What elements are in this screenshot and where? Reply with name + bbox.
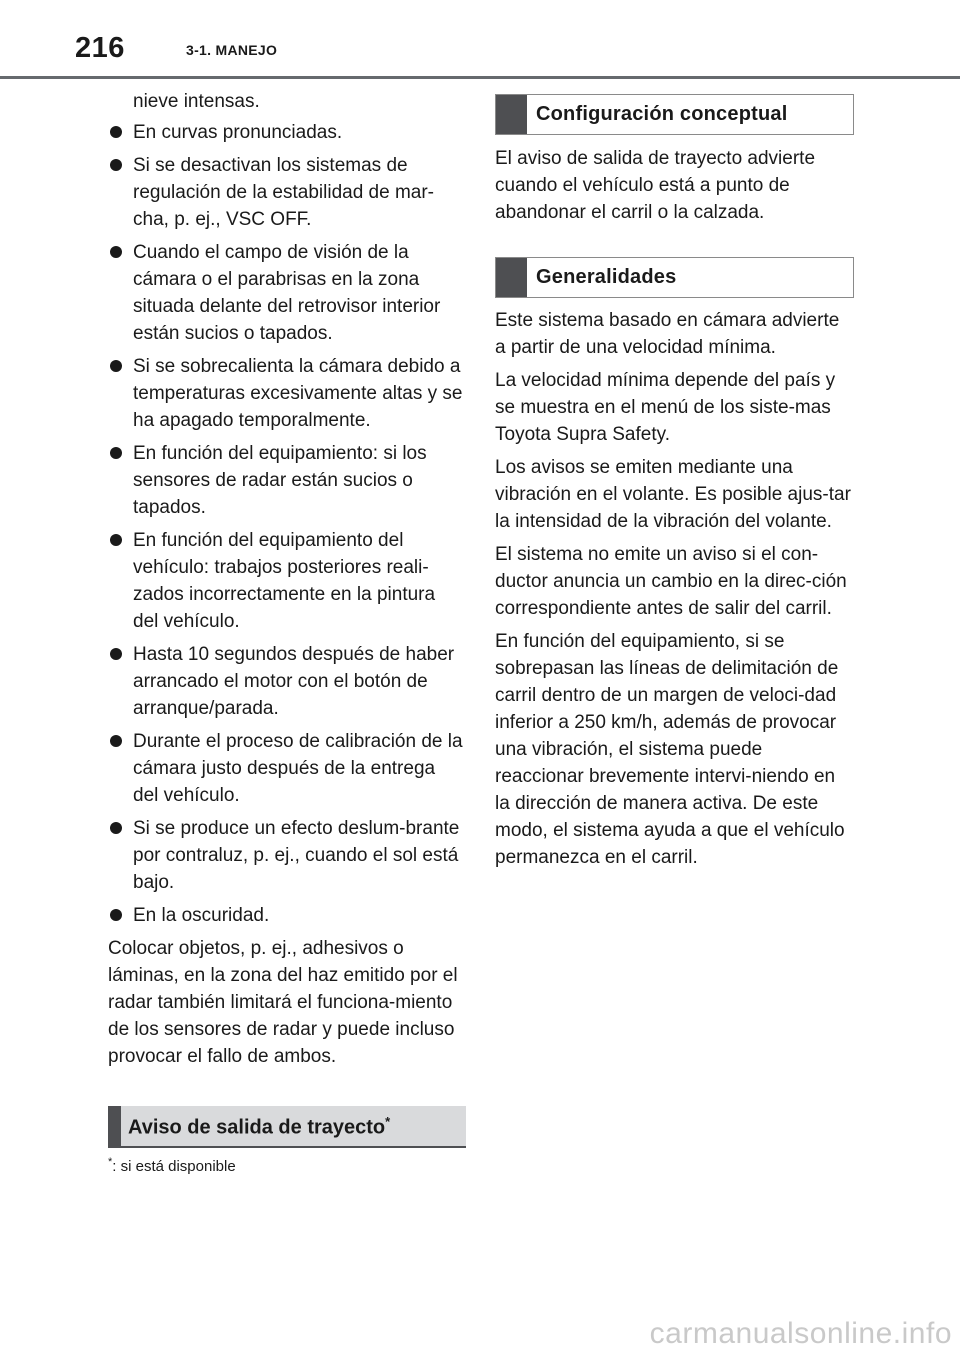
footnote-marker: *	[108, 1156, 113, 1168]
bullet-icon	[110, 246, 122, 258]
section-heading-lane-departure	[108, 1106, 466, 1148]
footnote-marker: *	[385, 1114, 391, 1129]
body-paragraph: El sistema no emite un aviso si el con-ductor anuncia un cambio en la direc-ción correspondiente antes de salir del carril.	[495, 544, 847, 619]
continuation-text: nieve intensas.	[133, 91, 260, 112]
list-item-text: Hasta 10 segundos después de haber arrancado el motor con el botón de arranque/parada.	[133, 644, 455, 719]
list-item-text: En la oscuridad.	[133, 905, 270, 926]
heading-accent-bar	[496, 258, 527, 297]
body-paragraph: El aviso de salida de trayecto advierte cuando el vehículo está a punto de abandonar el carril o la calzada.	[495, 148, 816, 223]
section-title: 3-1. MANEJO	[186, 42, 278, 58]
list-item	[108, 440, 464, 521]
list-item	[108, 119, 464, 146]
list-item	[108, 728, 464, 809]
bullet-icon	[110, 735, 122, 747]
list-item	[108, 815, 464, 896]
section-heading-text: Aviso de salida de trayecto*	[128, 1114, 391, 1139]
subheading-text: Configuración conceptual	[536, 103, 788, 125]
body-paragraph: Este sistema basado en cámara advierte a partir de una velocidad mínima.	[495, 310, 840, 358]
body-paragraph: Los avisos se emiten mediante una vibración en el volante. Es posible ajus-tar la intensidad de la vibración del volante.	[495, 457, 851, 532]
subheading-concept	[495, 94, 854, 135]
footnote	[108, 1156, 236, 1175]
subheading-text: Generalidades	[536, 266, 677, 288]
heading-accent-bar	[108, 1106, 121, 1146]
body-paragraph: La velocidad mínima depende del país y se muestra en el menú de los siste-mas Toyota Supra Safety.	[495, 370, 836, 445]
bullet-icon	[110, 822, 122, 834]
list-item-text: Si se desactivan los sistemas de regulación de la estabilidad de mar-cha, p. ej., VSC OFF.	[133, 155, 435, 230]
bullet-icon	[110, 126, 122, 138]
body-paragraph: Colocar objetos, p. ej., adhesivos o láminas, en la zona del haz emitido por el radar también limitará el funciona-miento de los sensores de radar y puede incluso provocar el fallo de ambos.	[108, 938, 458, 1067]
list-item	[108, 353, 464, 434]
list-item	[108, 902, 464, 929]
right-body	[495, 307, 855, 877]
list-item-text: Cuando el campo de visión de la cámara o el parabrisas en la zona situada delante del retrovisor interior están sucios o tapados.	[133, 242, 441, 344]
list-item	[108, 239, 464, 347]
list-item	[108, 152, 464, 233]
list-item-text: Durante el proceso de calibración de la cámara justo después de la entrega del vehículo.	[133, 731, 463, 806]
list-item-text: En curvas pronunciadas.	[133, 122, 343, 143]
header-divider	[0, 76, 960, 79]
list-item	[108, 641, 464, 722]
bullet-icon	[110, 159, 122, 171]
footnote-text: : si está disponible	[112, 1158, 236, 1175]
heading-accent-bar	[496, 95, 527, 134]
bullet-icon	[110, 447, 122, 459]
list-item	[108, 527, 464, 635]
bullet-icon	[110, 648, 122, 660]
page-number: 216	[75, 32, 125, 64]
list-item-text: Si se sobrecalienta la cámara debido a temperaturas excesivamente altas y se ha apagado temporalmente.	[133, 356, 463, 431]
subheading-overview	[495, 257, 854, 298]
watermark: carmanualsonline.info	[649, 1317, 952, 1350]
body-paragraph: En función del equipamiento, si se sobrepasan las líneas de delimitación de carril dentro de un margen de veloci-dad inferior a 250 km/h, además de provocar una vibración, el sistema puede reaccionar brevemente intervi-niendo en la dirección de manera activa. De este modo, el sistema ayuda a que el vehículo permanezca en el carril.	[495, 631, 845, 868]
left-column	[108, 88, 464, 1076]
list-item-text: En función del equipamiento del vehículo: trabajos posteriores reali-zados incorrectamente en la pintura del vehículo.	[133, 530, 436, 632]
right-intro	[495, 145, 855, 232]
bullet-icon	[110, 909, 122, 921]
list-item-text: En función del equipamiento: si los sensores de radar están sucios o tapados.	[133, 443, 427, 518]
list-item-text: Si se produce un efecto deslum-brante por contraluz, p. ej., cuando el sol está bajo.	[133, 818, 460, 893]
bullet-icon	[110, 360, 122, 372]
bullet-icon	[110, 534, 122, 546]
